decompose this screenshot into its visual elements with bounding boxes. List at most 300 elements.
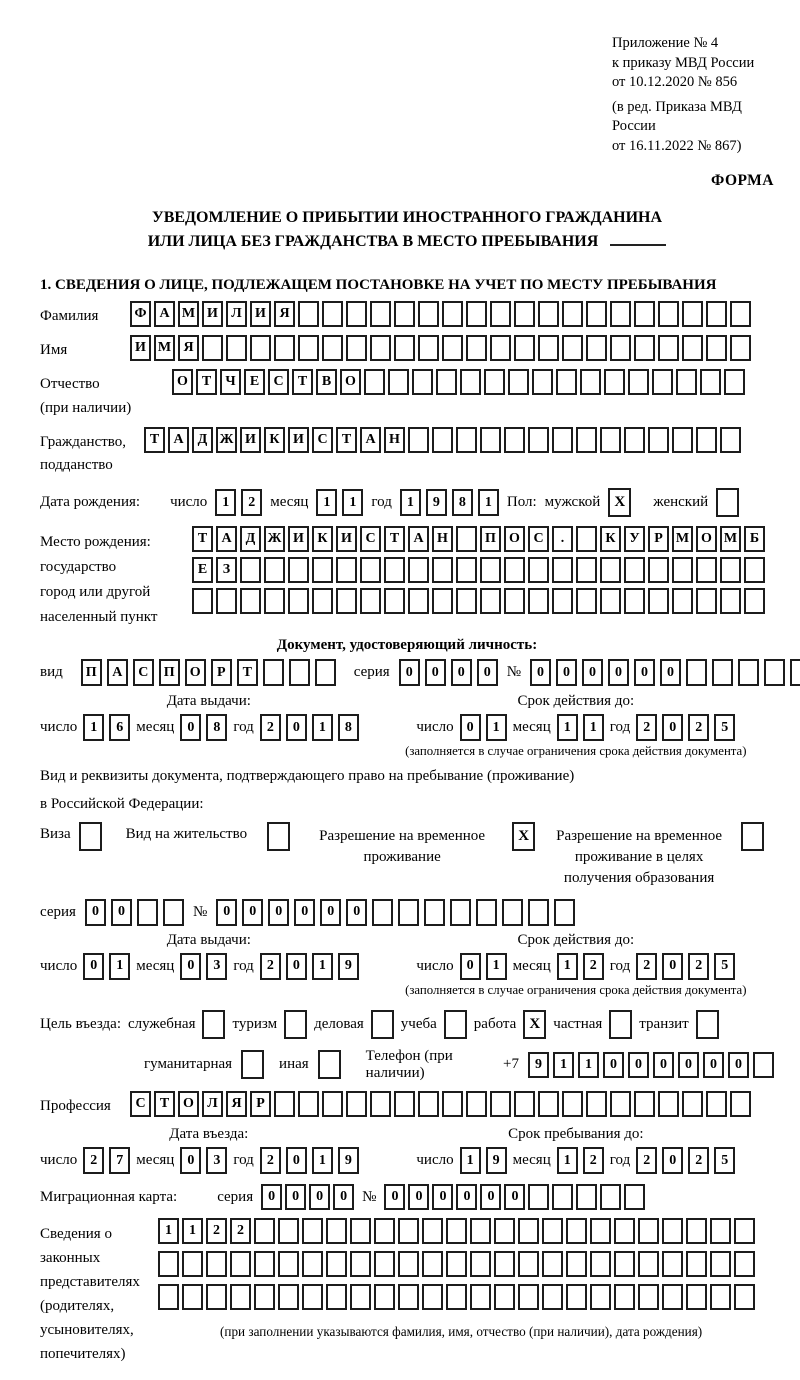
form-cell[interactable] bbox=[278, 1218, 299, 1244]
form-cell[interactable] bbox=[542, 1284, 563, 1310]
form-cell[interactable] bbox=[442, 335, 463, 361]
form-cell[interactable] bbox=[374, 1251, 395, 1277]
form-cell[interactable]: С bbox=[268, 369, 289, 395]
form-cell[interactable] bbox=[518, 1251, 539, 1277]
form-cell[interactable] bbox=[504, 427, 525, 453]
form-cell[interactable] bbox=[418, 1091, 439, 1117]
form-cell[interactable]: Т bbox=[384, 526, 405, 552]
form-cell[interactable]: О bbox=[340, 369, 361, 395]
form-cell[interactable]: И bbox=[288, 427, 309, 453]
form-cell[interactable]: 1 bbox=[557, 714, 578, 741]
form-cell[interactable]: 0 bbox=[286, 1147, 307, 1174]
form-cell[interactable]: 1 bbox=[400, 489, 421, 516]
form-cell[interactable] bbox=[422, 1251, 443, 1277]
form-cell[interactable] bbox=[790, 659, 800, 686]
form-cell[interactable] bbox=[600, 1184, 621, 1210]
form-cell[interactable] bbox=[456, 427, 477, 453]
form-cell[interactable] bbox=[638, 1218, 659, 1244]
form-cell[interactable] bbox=[710, 1284, 731, 1310]
form-cell[interactable]: Т bbox=[154, 1091, 175, 1117]
form-cell[interactable]: П bbox=[81, 659, 102, 686]
form-cell[interactable] bbox=[288, 557, 309, 583]
form-cell[interactable] bbox=[298, 1091, 319, 1117]
form-cell[interactable] bbox=[364, 369, 385, 395]
form-cell[interactable] bbox=[494, 1251, 515, 1277]
form-cell[interactable]: 0 bbox=[242, 899, 263, 926]
form-cell[interactable]: 0 bbox=[504, 1184, 525, 1210]
form-cell[interactable] bbox=[432, 588, 453, 614]
form-cell[interactable] bbox=[158, 1251, 179, 1277]
form-cell[interactable]: Н bbox=[384, 427, 405, 453]
form-cell[interactable] bbox=[682, 301, 703, 327]
form-cell[interactable] bbox=[206, 1251, 227, 1277]
form-cell[interactable] bbox=[614, 1251, 635, 1277]
form-cell[interactable] bbox=[586, 301, 607, 327]
form-cell[interactable] bbox=[576, 588, 597, 614]
form-cell[interactable]: И bbox=[240, 427, 261, 453]
form-cell[interactable] bbox=[576, 1184, 597, 1210]
form-cell[interactable]: Л bbox=[226, 301, 247, 327]
form-cell[interactable] bbox=[648, 427, 669, 453]
form-cell[interactable] bbox=[372, 899, 393, 926]
form-cell[interactable]: В bbox=[316, 369, 337, 395]
form-cell[interactable] bbox=[552, 588, 573, 614]
form-cell[interactable]: Е bbox=[192, 557, 213, 583]
form-cell[interactable]: 1 bbox=[312, 714, 333, 741]
purpose-official-checkbox[interactable] bbox=[202, 1010, 225, 1039]
form-cell[interactable] bbox=[326, 1284, 347, 1310]
form-cell[interactable]: 0 bbox=[582, 659, 603, 686]
form-cell[interactable]: 0 bbox=[309, 1184, 330, 1210]
form-cell[interactable] bbox=[137, 899, 158, 926]
form-cell[interactable] bbox=[744, 557, 765, 583]
form-cell[interactable] bbox=[298, 335, 319, 361]
form-cell[interactable] bbox=[326, 1251, 347, 1277]
form-cell[interactable]: 0 bbox=[456, 1184, 477, 1210]
form-cell[interactable] bbox=[384, 588, 405, 614]
form-cell[interactable]: 2 bbox=[688, 1147, 709, 1174]
form-cell[interactable] bbox=[514, 1091, 535, 1117]
form-cell[interactable]: К bbox=[600, 526, 621, 552]
form-cell[interactable]: 1 bbox=[312, 953, 333, 980]
form-cell[interactable] bbox=[672, 427, 693, 453]
form-cell[interactable] bbox=[336, 588, 357, 614]
form-cell[interactable]: Т bbox=[196, 369, 217, 395]
form-cell[interactable] bbox=[538, 1091, 559, 1117]
form-cell[interactable]: У bbox=[624, 526, 645, 552]
form-cell[interactable]: Ж bbox=[264, 526, 285, 552]
form-cell[interactable]: 0 bbox=[628, 1052, 649, 1078]
form-cell[interactable] bbox=[554, 899, 575, 926]
form-cell[interactable] bbox=[734, 1251, 755, 1277]
form-cell[interactable] bbox=[476, 899, 497, 926]
form-cell[interactable] bbox=[614, 1218, 635, 1244]
form-cell[interactable]: 0 bbox=[180, 953, 201, 980]
form-cell[interactable]: М bbox=[672, 526, 693, 552]
form-cell[interactable]: О bbox=[185, 659, 206, 686]
form-cell[interactable] bbox=[312, 588, 333, 614]
form-cell[interactable]: Т bbox=[237, 659, 258, 686]
form-cell[interactable] bbox=[538, 301, 559, 327]
form-cell[interactable] bbox=[240, 588, 261, 614]
form-cell[interactable] bbox=[350, 1218, 371, 1244]
form-cell[interactable]: П bbox=[159, 659, 180, 686]
form-cell[interactable] bbox=[456, 526, 477, 552]
form-cell[interactable] bbox=[682, 1091, 703, 1117]
form-cell[interactable] bbox=[302, 1284, 323, 1310]
purpose-humanitarian-checkbox[interactable] bbox=[241, 1050, 264, 1079]
form-cell[interactable]: 0 bbox=[662, 953, 683, 980]
form-cell[interactable]: 0 bbox=[653, 1052, 674, 1078]
form-cell[interactable] bbox=[490, 335, 511, 361]
form-cell[interactable]: 0 bbox=[460, 714, 481, 741]
purpose-study-checkbox[interactable] bbox=[444, 1010, 467, 1039]
form-cell[interactable] bbox=[254, 1284, 275, 1310]
form-cell[interactable] bbox=[610, 1091, 631, 1117]
gender-male-checkbox[interactable]: X bbox=[608, 488, 631, 517]
form-cell[interactable]: 0 bbox=[678, 1052, 699, 1078]
form-cell[interactable] bbox=[182, 1284, 203, 1310]
form-cell[interactable]: К bbox=[264, 427, 285, 453]
form-cell[interactable]: Р bbox=[211, 659, 232, 686]
form-cell[interactable]: Я bbox=[226, 1091, 247, 1117]
form-cell[interactable] bbox=[432, 557, 453, 583]
form-cell[interactable]: 0 bbox=[83, 953, 104, 980]
form-cell[interactable]: 1 bbox=[109, 953, 130, 980]
form-cell[interactable] bbox=[494, 1218, 515, 1244]
form-cell[interactable]: Т bbox=[336, 427, 357, 453]
form-cell[interactable] bbox=[370, 301, 391, 327]
form-cell[interactable] bbox=[706, 301, 727, 327]
form-cell[interactable] bbox=[206, 1284, 227, 1310]
form-cell[interactable] bbox=[518, 1218, 539, 1244]
residence-permit-checkbox[interactable] bbox=[267, 822, 290, 851]
purpose-business-checkbox[interactable] bbox=[371, 1010, 394, 1039]
form-cell[interactable]: 1 bbox=[478, 489, 499, 516]
form-cell[interactable] bbox=[263, 659, 284, 686]
form-cell[interactable]: С bbox=[130, 1091, 151, 1117]
form-cell[interactable] bbox=[302, 1251, 323, 1277]
form-cell[interactable]: 2 bbox=[206, 1218, 227, 1244]
form-cell[interactable] bbox=[302, 1218, 323, 1244]
form-cell[interactable] bbox=[720, 557, 741, 583]
form-cell[interactable]: 1 bbox=[182, 1218, 203, 1244]
form-cell[interactable] bbox=[412, 369, 433, 395]
form-cell[interactable] bbox=[480, 427, 501, 453]
form-cell[interactable] bbox=[628, 369, 649, 395]
form-cell[interactable] bbox=[288, 588, 309, 614]
form-cell[interactable] bbox=[753, 1052, 774, 1078]
form-cell[interactable] bbox=[730, 301, 751, 327]
form-cell[interactable] bbox=[672, 588, 693, 614]
form-cell[interactable]: А bbox=[168, 427, 189, 453]
form-cell[interactable] bbox=[456, 557, 477, 583]
form-cell[interactable] bbox=[326, 1218, 347, 1244]
form-cell[interactable] bbox=[398, 899, 419, 926]
form-cell[interactable]: А bbox=[216, 526, 237, 552]
form-cell[interactable]: З bbox=[216, 557, 237, 583]
form-cell[interactable] bbox=[374, 1218, 395, 1244]
form-cell[interactable] bbox=[638, 1284, 659, 1310]
form-cell[interactable] bbox=[552, 557, 573, 583]
form-cell[interactable] bbox=[480, 557, 501, 583]
form-cell[interactable]: Н bbox=[432, 526, 453, 552]
form-cell[interactable] bbox=[370, 1091, 391, 1117]
form-cell[interactable] bbox=[226, 335, 247, 361]
form-cell[interactable] bbox=[576, 526, 597, 552]
form-cell[interactable]: И bbox=[288, 526, 309, 552]
form-cell[interactable]: Р bbox=[648, 526, 669, 552]
form-cell[interactable]: 5 bbox=[714, 714, 735, 741]
form-cell[interactable]: 1 bbox=[486, 953, 507, 980]
form-cell[interactable]: Ж bbox=[216, 427, 237, 453]
purpose-work-checkbox[interactable]: X bbox=[523, 1010, 546, 1039]
form-cell[interactable] bbox=[394, 335, 415, 361]
form-cell[interactable]: 1 bbox=[312, 1147, 333, 1174]
form-cell[interactable] bbox=[662, 1218, 683, 1244]
form-cell[interactable] bbox=[624, 588, 645, 614]
form-cell[interactable]: О bbox=[504, 526, 525, 552]
form-cell[interactable]: 0 bbox=[703, 1052, 724, 1078]
form-cell[interactable] bbox=[322, 1091, 343, 1117]
form-cell[interactable]: 1 bbox=[83, 714, 104, 741]
form-cell[interactable]: 9 bbox=[426, 489, 447, 516]
form-cell[interactable]: 0 bbox=[286, 714, 307, 741]
form-cell[interactable] bbox=[580, 369, 601, 395]
form-cell[interactable] bbox=[600, 427, 621, 453]
form-cell[interactable] bbox=[394, 1091, 415, 1117]
form-cell[interactable] bbox=[648, 557, 669, 583]
form-cell[interactable] bbox=[418, 301, 439, 327]
form-cell[interactable] bbox=[634, 1091, 655, 1117]
form-cell[interactable] bbox=[542, 1218, 563, 1244]
form-cell[interactable] bbox=[532, 369, 553, 395]
form-cell[interactable] bbox=[360, 557, 381, 583]
form-cell[interactable]: 0 bbox=[384, 1184, 405, 1210]
form-cell[interactable]: 9 bbox=[338, 953, 359, 980]
form-cell[interactable]: 1 bbox=[215, 489, 236, 516]
form-cell[interactable]: 1 bbox=[557, 953, 578, 980]
form-cell[interactable] bbox=[542, 1251, 563, 1277]
form-cell[interactable]: 0 bbox=[432, 1184, 453, 1210]
form-cell[interactable]: 2 bbox=[688, 953, 709, 980]
form-cell[interactable]: Т bbox=[292, 369, 313, 395]
form-cell[interactable]: С bbox=[360, 526, 381, 552]
form-cell[interactable]: 0 bbox=[216, 899, 237, 926]
form-cell[interactable] bbox=[298, 301, 319, 327]
form-cell[interactable] bbox=[336, 557, 357, 583]
form-cell[interactable] bbox=[686, 659, 707, 686]
form-cell[interactable] bbox=[528, 427, 549, 453]
form-cell[interactable] bbox=[408, 427, 429, 453]
form-cell[interactable] bbox=[466, 335, 487, 361]
form-cell[interactable] bbox=[696, 557, 717, 583]
form-cell[interactable] bbox=[706, 335, 727, 361]
form-cell[interactable]: А bbox=[360, 427, 381, 453]
form-cell[interactable]: Я bbox=[274, 301, 295, 327]
form-cell[interactable] bbox=[163, 899, 184, 926]
form-cell[interactable] bbox=[384, 557, 405, 583]
form-cell[interactable] bbox=[604, 369, 625, 395]
form-cell[interactable] bbox=[398, 1251, 419, 1277]
form-cell[interactable]: 0 bbox=[261, 1184, 282, 1210]
form-cell[interactable]: 0 bbox=[180, 1147, 201, 1174]
form-cell[interactable] bbox=[158, 1284, 179, 1310]
form-cell[interactable]: 2 bbox=[636, 953, 657, 980]
form-cell[interactable] bbox=[315, 659, 336, 686]
form-cell[interactable] bbox=[264, 557, 285, 583]
form-cell[interactable]: М bbox=[154, 335, 175, 361]
form-cell[interactable]: 1 bbox=[158, 1218, 179, 1244]
form-cell[interactable]: 1 bbox=[342, 489, 363, 516]
form-cell[interactable]: 0 bbox=[268, 899, 289, 926]
form-cell[interactable]: 1 bbox=[553, 1052, 574, 1078]
form-cell[interactable] bbox=[586, 335, 607, 361]
form-cell[interactable]: 9 bbox=[338, 1147, 359, 1174]
form-cell[interactable] bbox=[254, 1251, 275, 1277]
form-cell[interactable] bbox=[490, 1091, 511, 1117]
form-cell[interactable]: 6 bbox=[109, 714, 130, 741]
purpose-tourism-checkbox[interactable] bbox=[284, 1010, 307, 1039]
form-cell[interactable]: 0 bbox=[556, 659, 577, 686]
form-cell[interactable]: 7 bbox=[109, 1147, 130, 1174]
form-cell[interactable]: 0 bbox=[634, 659, 655, 686]
form-cell[interactable] bbox=[346, 335, 367, 361]
form-cell[interactable] bbox=[566, 1251, 587, 1277]
form-cell[interactable] bbox=[562, 1091, 583, 1117]
form-cell[interactable] bbox=[502, 899, 523, 926]
purpose-private-checkbox[interactable] bbox=[609, 1010, 632, 1039]
form-cell[interactable]: И bbox=[202, 301, 223, 327]
form-cell[interactable]: 2 bbox=[230, 1218, 251, 1244]
form-cell[interactable]: 1 bbox=[316, 489, 337, 516]
form-cell[interactable] bbox=[322, 335, 343, 361]
form-cell[interactable] bbox=[600, 557, 621, 583]
form-cell[interactable]: 2 bbox=[636, 1147, 657, 1174]
form-cell[interactable]: 8 bbox=[206, 714, 227, 741]
form-cell[interactable] bbox=[562, 301, 583, 327]
form-cell[interactable] bbox=[274, 335, 295, 361]
form-cell[interactable]: 0 bbox=[111, 899, 132, 926]
form-cell[interactable] bbox=[552, 1184, 573, 1210]
form-cell[interactable] bbox=[738, 659, 759, 686]
form-cell[interactable]: Т bbox=[192, 526, 213, 552]
form-cell[interactable] bbox=[658, 301, 679, 327]
form-cell[interactable]: 1 bbox=[557, 1147, 578, 1174]
form-cell[interactable]: 0 bbox=[480, 1184, 501, 1210]
form-cell[interactable]: 0 bbox=[85, 899, 106, 926]
form-cell[interactable] bbox=[686, 1251, 707, 1277]
visa-checkbox[interactable] bbox=[79, 822, 102, 851]
form-cell[interactable] bbox=[216, 588, 237, 614]
form-cell[interactable]: И bbox=[250, 301, 271, 327]
form-cell[interactable]: 0 bbox=[608, 659, 629, 686]
form-cell[interactable]: Л bbox=[202, 1091, 223, 1117]
form-cell[interactable]: О bbox=[696, 526, 717, 552]
form-cell[interactable]: М bbox=[178, 301, 199, 327]
form-cell[interactable]: 5 bbox=[714, 953, 735, 980]
form-cell[interactable] bbox=[250, 335, 271, 361]
form-cell[interactable] bbox=[518, 1284, 539, 1310]
form-cell[interactable] bbox=[408, 557, 429, 583]
form-cell[interactable] bbox=[734, 1218, 755, 1244]
form-cell[interactable] bbox=[696, 588, 717, 614]
form-cell[interactable]: 1 bbox=[486, 714, 507, 741]
form-cell[interactable] bbox=[456, 588, 477, 614]
form-cell[interactable] bbox=[556, 369, 577, 395]
form-cell[interactable] bbox=[312, 557, 333, 583]
form-cell[interactable] bbox=[590, 1284, 611, 1310]
form-cell[interactable] bbox=[460, 369, 481, 395]
form-cell[interactable]: 2 bbox=[636, 714, 657, 741]
form-cell[interactable]: 0 bbox=[451, 659, 472, 686]
form-cell[interactable]: 0 bbox=[320, 899, 341, 926]
form-cell[interactable]: 2 bbox=[260, 953, 281, 980]
form-cell[interactable] bbox=[528, 588, 549, 614]
form-cell[interactable] bbox=[514, 335, 535, 361]
form-cell[interactable] bbox=[706, 1091, 727, 1117]
form-cell[interactable]: 0 bbox=[285, 1184, 306, 1210]
form-cell[interactable] bbox=[466, 301, 487, 327]
form-cell[interactable]: 9 bbox=[486, 1147, 507, 1174]
form-cell[interactable] bbox=[576, 557, 597, 583]
form-cell[interactable] bbox=[274, 1091, 295, 1117]
form-cell[interactable]: 0 bbox=[346, 899, 367, 926]
form-cell[interactable]: 0 bbox=[728, 1052, 749, 1078]
form-cell[interactable] bbox=[480, 588, 501, 614]
form-cell[interactable] bbox=[700, 369, 721, 395]
form-cell[interactable] bbox=[494, 1284, 515, 1310]
form-cell[interactable] bbox=[446, 1218, 467, 1244]
form-cell[interactable]: С bbox=[528, 526, 549, 552]
form-cell[interactable]: 2 bbox=[83, 1147, 104, 1174]
form-cell[interactable] bbox=[682, 335, 703, 361]
form-cell[interactable] bbox=[600, 588, 621, 614]
form-cell[interactable] bbox=[696, 427, 717, 453]
form-cell[interactable] bbox=[360, 588, 381, 614]
form-cell[interactable]: 0 bbox=[333, 1184, 354, 1210]
form-cell[interactable]: 1 bbox=[578, 1052, 599, 1078]
form-cell[interactable]: 0 bbox=[662, 714, 683, 741]
form-cell[interactable] bbox=[586, 1091, 607, 1117]
form-cell[interactable] bbox=[446, 1251, 467, 1277]
form-cell[interactable] bbox=[648, 588, 669, 614]
form-cell[interactable] bbox=[350, 1284, 371, 1310]
form-cell[interactable] bbox=[720, 588, 741, 614]
form-cell[interactable]: 2 bbox=[583, 1147, 604, 1174]
form-cell[interactable] bbox=[230, 1284, 251, 1310]
form-cell[interactable]: 5 bbox=[714, 1147, 735, 1174]
form-cell[interactable] bbox=[202, 335, 223, 361]
form-cell[interactable]: М bbox=[720, 526, 741, 552]
form-cell[interactable] bbox=[470, 1284, 491, 1310]
form-cell[interactable] bbox=[686, 1284, 707, 1310]
form-cell[interactable] bbox=[374, 1284, 395, 1310]
form-cell[interactable]: 2 bbox=[583, 953, 604, 980]
form-cell[interactable] bbox=[446, 1284, 467, 1310]
form-cell[interactable] bbox=[638, 1251, 659, 1277]
form-cell[interactable] bbox=[634, 301, 655, 327]
form-cell[interactable] bbox=[450, 899, 471, 926]
form-cell[interactable] bbox=[744, 588, 765, 614]
form-cell[interactable] bbox=[442, 1091, 463, 1117]
purpose-transit-checkbox[interactable] bbox=[696, 1010, 719, 1039]
temp-permit-checkbox[interactable]: X bbox=[512, 822, 535, 851]
form-cell[interactable] bbox=[289, 659, 310, 686]
form-cell[interactable]: 0 bbox=[477, 659, 498, 686]
form-cell[interactable]: С bbox=[133, 659, 154, 686]
form-cell[interactable]: 0 bbox=[180, 714, 201, 741]
